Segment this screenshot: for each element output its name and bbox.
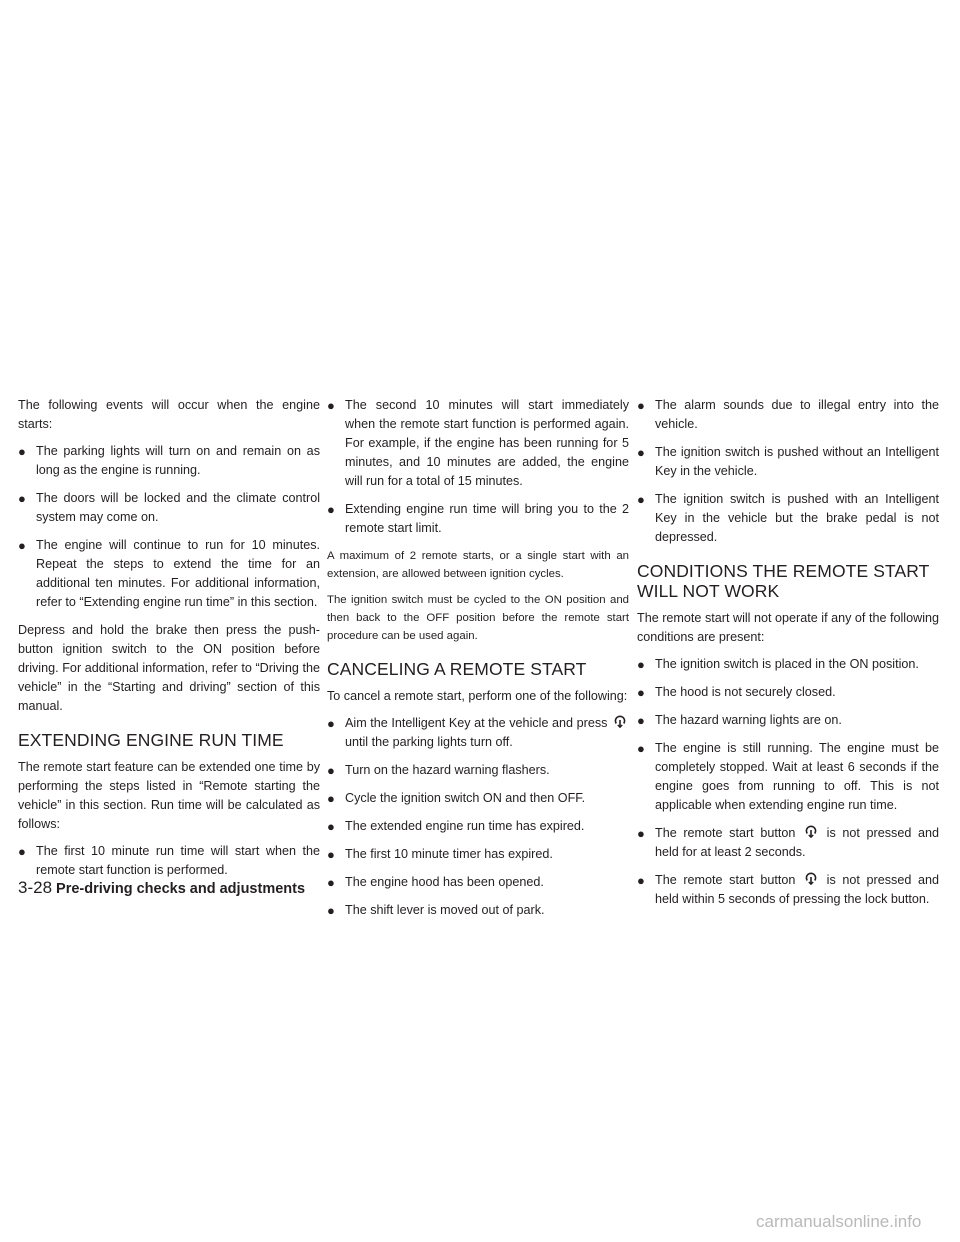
column-2 [327,396,629,929]
brake-paragraph: Depress and hold the brake then press the push-button ignition switch to the ON position before driving. For additional information, refer to “Driving the vehicle” in the “Starting and driving” section of this manual. [18,623,320,713]
list-item: ● Extending engine run time will bring you to the 2 remote start limit. [327,502,629,535]
intro-paragraph: The following events will occur when the engine starts: [18,398,320,431]
list-item: ● The engine is still running. The engine must be completely stopped. Wait at least 6 seconds if the engine goes from running to off. This is not applicable when extending engine run time. [637,741,939,812]
list-item: ● The ignition switch is pushed without an Intelligent Key in the vehicle. [637,445,939,478]
extending-paragraph: The remote start feature can be extended one time by performing the steps listed in “Remote starting the vehicle” in this section. Run time will be calculated as follows: [18,760,320,831]
column-3 [637,396,939,918]
list-item: ● Aim the Intelligent Key at the vehicle and press until the parking lights turn off. [327,714,629,752]
list-item: ● The hood is not securely closed. [637,685,836,700]
list-item: ● The first 10 minute timer has expired. [327,847,553,862]
watermark: carmanualsonline.info [756,1212,922,1231]
list-item: ● The shift lever is moved out of park. [327,903,545,918]
column-1 [18,396,320,889]
list-item: ● Cycle the ignition switch ON and then OFF. [327,791,586,806]
cancel-intro-paragraph: To cancel a remote start, perform one of the following: [327,689,628,703]
section-heading-canceling: CANCELING A REMOTE START [327,659,587,679]
remote-start-icon [613,714,627,728]
list-item: ● The remote start button is not pressed and held within 5 seconds of pressing the lock button. [637,873,940,906]
remote-start-icon [804,871,818,885]
list-item: ● Turn on the hazard warning flashers. [327,763,550,778]
list-item: ● The ignition switch is pushed with an Intelligent Key in the vehicle but the brake pedal is not depressed. [637,492,939,544]
section-heading-conditions: CONDITIONS THE REMOTE START WILL NOT WORK [637,561,930,601]
section-heading-extending: EXTENDING ENGINE RUN TIME [18,730,284,750]
list-item: ● The doors will be locked and the climate control system may come on. [18,491,320,524]
page-footer [18,878,305,898]
list-item: ● The engine hood has been opened. [327,875,544,890]
list-item: ● The second 10 minutes will start immediately when the remote start function is performed again. For example, if the engine has been running for 5 minutes, and 10 minutes are added, the engine will run for a total of 15 minutes. [327,398,629,488]
list-item: ● The engine will continue to run for 10 minutes. Repeat the steps to extend the time for an additional ten minutes. For additional information, refer to “Extending engine run time” in this section. [18,538,320,609]
section-title: Pre-driving checks and adjustments [56,881,306,897]
ignition-cycle-paragraph: The ignition switch must be cycled to the ON position and then back to the OFF position before the remote start procedure can be used again. [327,594,629,642]
list-item: ● The parking lights will turn on and remain on as long as the engine is running. [18,444,320,477]
list-item: ● The alarm sounds due to illegal entry into the vehicle. [637,398,939,431]
list-item: ● The hazard warning lights are on. [637,713,842,728]
conditions-intro-paragraph: The remote start will not operate if any of the following conditions are present: [637,611,939,644]
list-item: ● The extended engine run time has expired. [327,819,585,834]
max-starts-paragraph: A maximum of 2 remote starts, or a single start with an extension, are allowed between ignition cycles. [327,550,629,580]
list-item: ● The first 10 minute run time will start when the remote start function is performed. [18,844,320,877]
page-number: 3-28 [18,878,53,897]
list-item: ● The remote start button is not pressed and held for at least 2 seconds. [637,826,940,859]
remote-start-icon [804,824,818,838]
list-item: ● The ignition switch is placed in the ON position. [637,657,919,672]
